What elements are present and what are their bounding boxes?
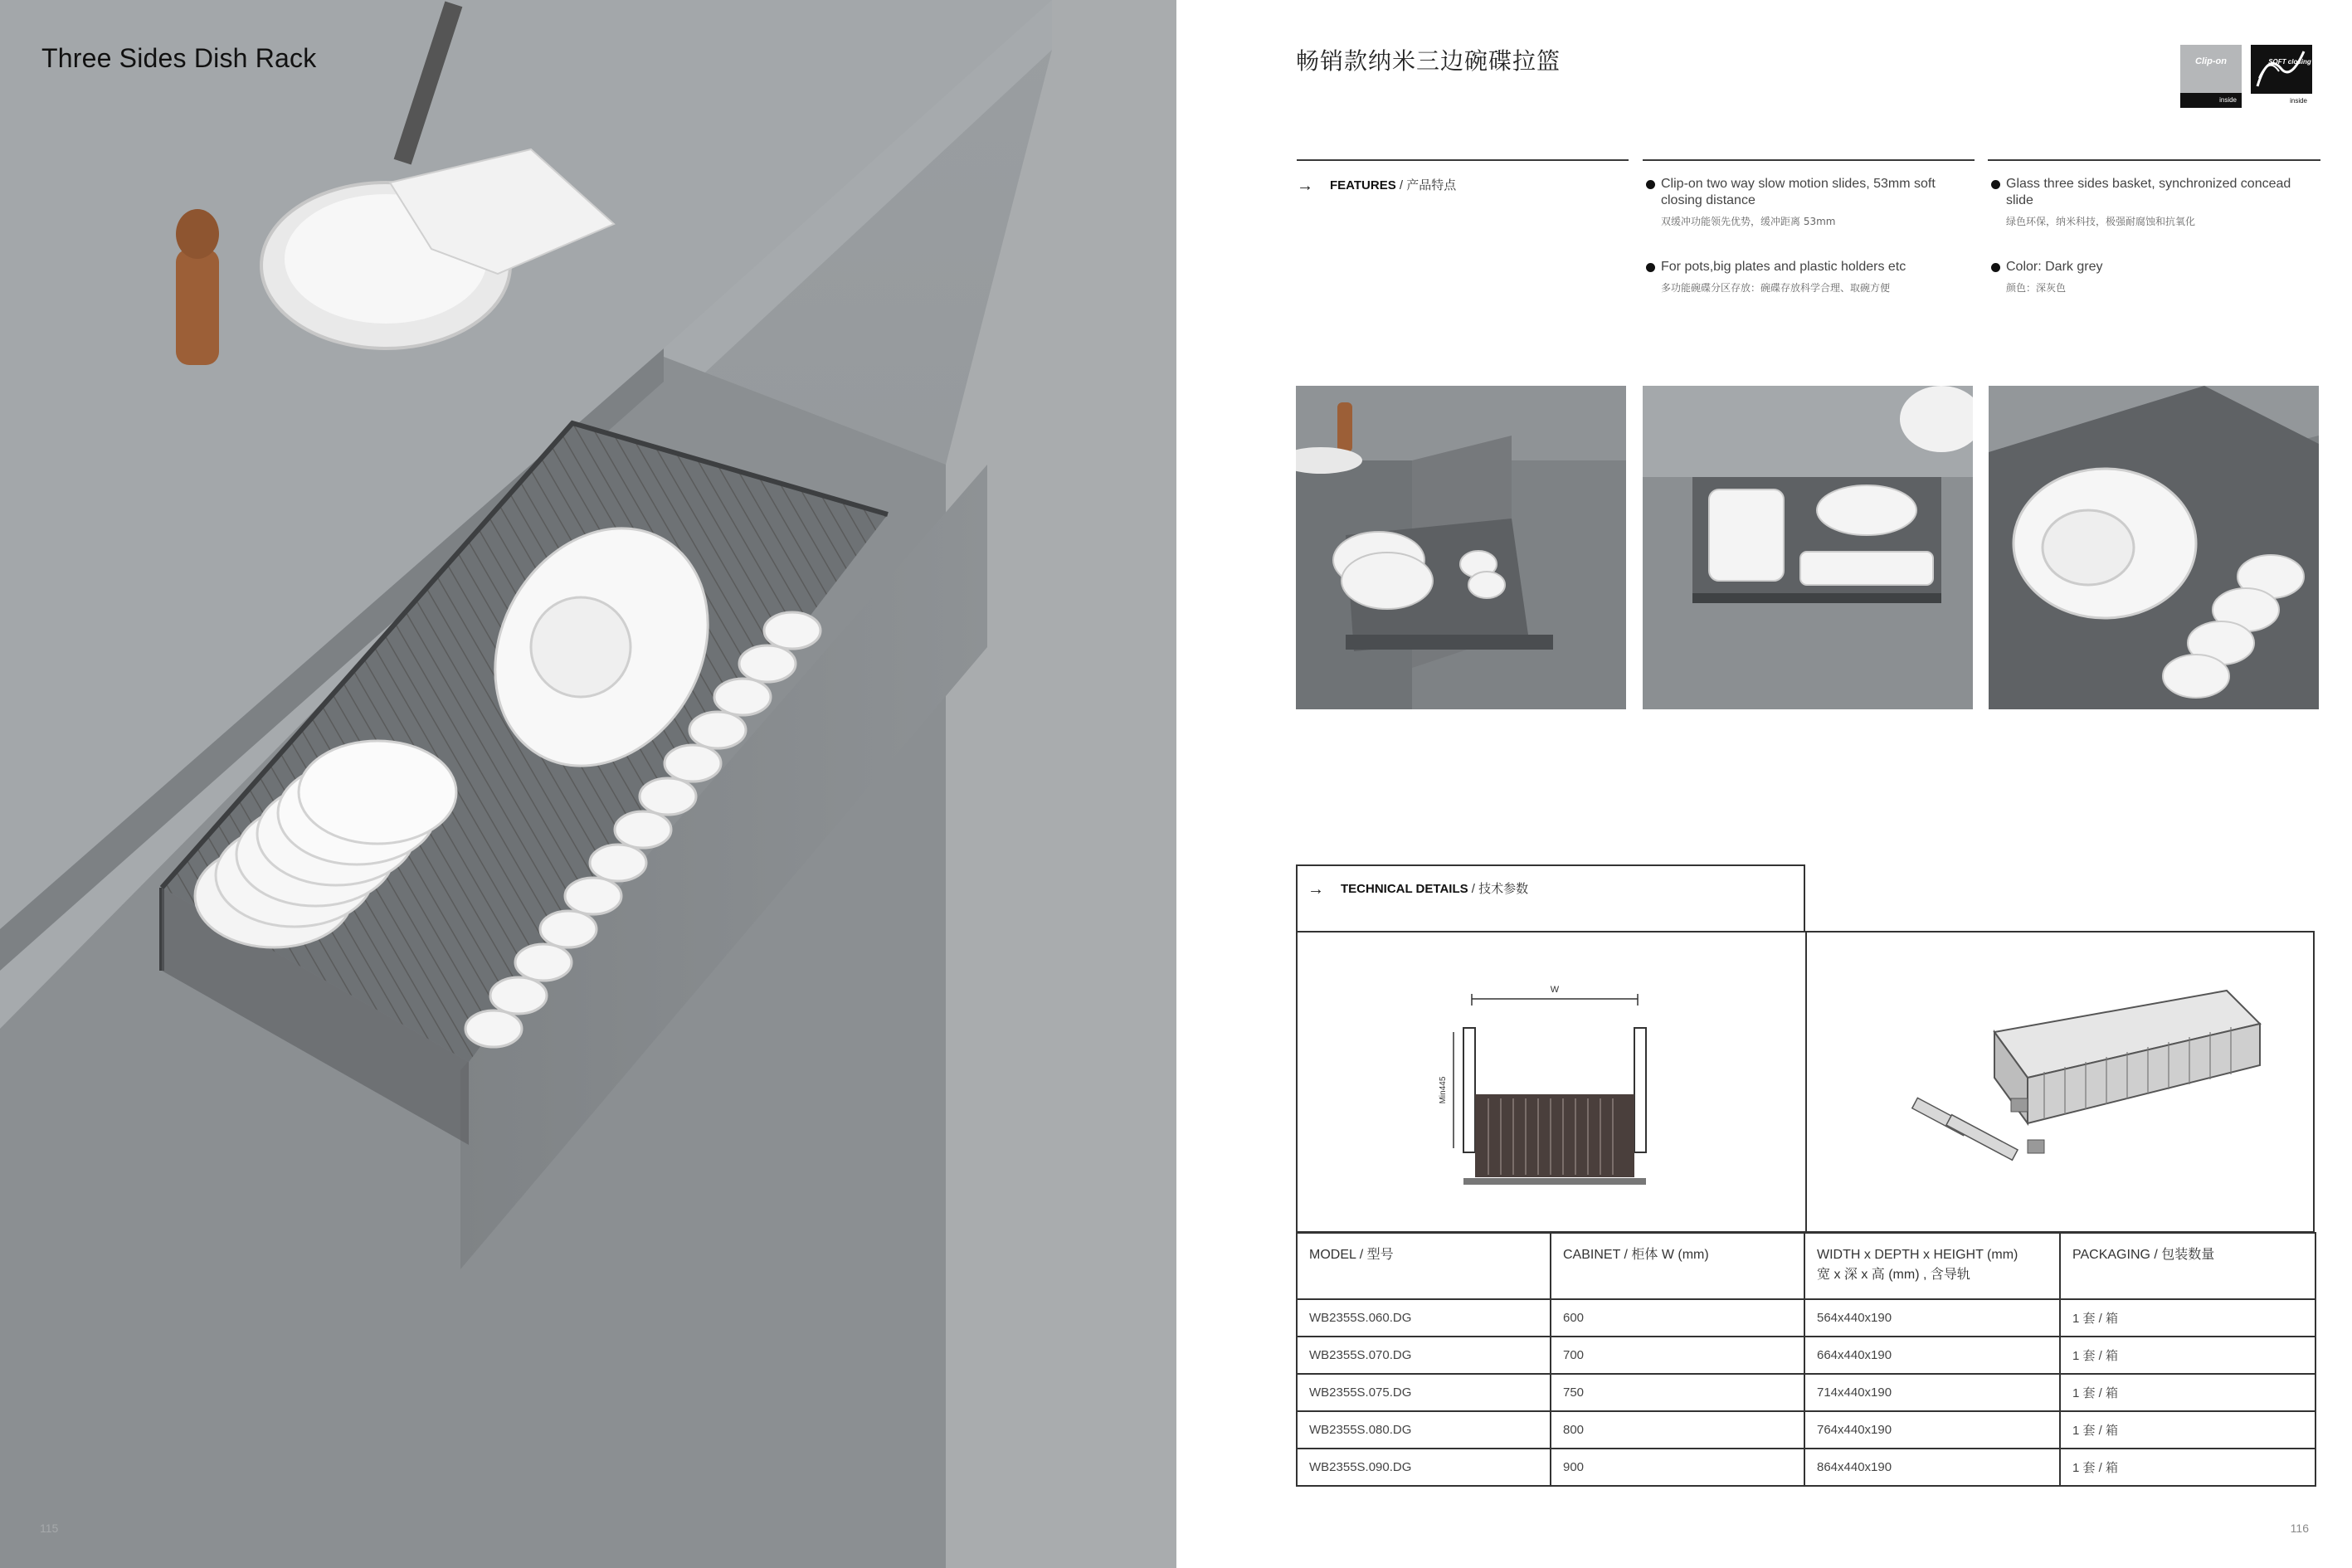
features-label: FEATURES [1330, 178, 1396, 192]
table-row [1297, 1337, 2315, 1374]
arrow-right-icon: → [1307, 880, 1324, 898]
table-header-row [1297, 1233, 2315, 1299]
feature-text-cn: 绿色环保，纳米科技，极强耐腐蚀和抗氧化 [2006, 216, 2196, 227]
cell-cabinet: 900 [1551, 1449, 1804, 1486]
bullet-icon [1646, 180, 1655, 189]
column-header-dimensions-cn: 宽 x 深 x 高 (mm) , 含导轨 [1817, 1268, 1970, 1282]
column-header-cabinet: CABINET / 柜体 W (mm) [1551, 1233, 1804, 1299]
divider [1805, 933, 1807, 1231]
product-photo-thumbnail [1296, 386, 1626, 709]
product-photo-thumbnail [1989, 386, 2319, 709]
dimension-height-label: Min445 [1439, 1076, 1448, 1104]
soft-closing-badge-sub: inside [2251, 93, 2312, 108]
feature-item [1643, 176, 1975, 229]
page-number-left: 115 [40, 1522, 59, 1535]
feature-text: For pots,big plates and plastic holders etc [1661, 260, 1906, 274]
cell-model: WB2355S.070.DG [1297, 1337, 1551, 1374]
feature-text: Color: Dark grey [2006, 260, 2103, 274]
bullet-icon [1646, 263, 1655, 272]
cell-packaging: 1 套 / 箱 [2060, 1337, 2315, 1374]
cell-dimensions: 664x440x190 [1804, 1337, 2060, 1374]
features-column-1 [1643, 159, 1975, 325]
cell-packaging: 1 套 / 箱 [2060, 1374, 2315, 1411]
feature-item [1643, 259, 1975, 295]
cell-cabinet: 700 [1551, 1337, 1804, 1374]
column-header-model: MODEL / 型号 [1297, 1233, 1551, 1299]
feature-text-cn: 双缓冲功能领先优势，缓冲距离 53mm [1661, 216, 1836, 227]
cell-cabinet: 600 [1551, 1299, 1804, 1337]
table-row [1297, 1299, 2315, 1337]
technical-drawings [1296, 931, 2315, 1233]
feature-text: Glass three sides basket, synchronized concead slide [2006, 177, 2291, 207]
cell-cabinet: 750 [1551, 1374, 1804, 1411]
cell-dimensions: 714x440x190 [1804, 1374, 2060, 1411]
specifications-table [1296, 1232, 2316, 1487]
technical-details-heading [1296, 864, 1805, 931]
cell-packaging: 1 套 / 箱 [2060, 1299, 2315, 1337]
feature-text-cn: 多功能碗碟分区存放：碗碟存放科学合理、取碗方便 [1661, 282, 1891, 294]
soft-closing-badge-label: SOFT closing [2268, 58, 2311, 66]
bullet-icon [1991, 263, 2000, 272]
table-row [1297, 1411, 2315, 1449]
feature-item [1988, 259, 2320, 295]
cell-model: WB2355S.090.DG [1297, 1449, 1551, 1486]
features-label-cn: / 产品特点 [1395, 178, 1457, 192]
cell-model: WB2355S.080.DG [1297, 1411, 1551, 1449]
product-photo-thumbnail [1643, 386, 1973, 709]
technical-details-label: TECHNICAL DETAILS [1341, 882, 1468, 896]
table-row [1297, 1374, 2315, 1411]
features-heading [1297, 159, 1629, 196]
clip-on-badge-label: Clip-on [2195, 56, 2227, 66]
page-title: Three Sides Dish Rack [41, 43, 317, 73]
feature-item [1988, 176, 2320, 229]
cell-dimensions: 764x440x190 [1804, 1411, 2060, 1449]
cell-dimensions: 864x440x190 [1804, 1449, 2060, 1486]
feature-text: Clip-on two way slow motion slides, 53mm soft closing distance [1661, 177, 1936, 207]
cell-cabinet: 800 [1551, 1411, 1804, 1449]
clip-on-badge-icon [2180, 45, 2242, 108]
technical-details-label-cn: / 技术参数 [1468, 882, 1529, 896]
table-row [1297, 1449, 2315, 1486]
column-header-packaging: PACKAGING / 包装数量 [2060, 1233, 2315, 1299]
chinese-product-title: 畅销款纳米三边碗碟拉篮 [1296, 47, 1561, 75]
features-column-2 [1988, 159, 2320, 325]
clip-on-badge-sub: inside [2180, 93, 2242, 108]
basket-isometric-drawing [1895, 974, 2293, 1190]
column-header-dimensions [1804, 1233, 2060, 1299]
bullet-icon [1991, 180, 2000, 189]
front-elevation-drawing [1430, 982, 1663, 1198]
cell-packaging: 1 套 / 箱 [2060, 1449, 2315, 1486]
cell-packaging: 1 套 / 箱 [2060, 1411, 2315, 1449]
arrow-right-icon: → [1297, 177, 1313, 195]
feature-text-cn: 颜色：深灰色 [2006, 282, 2067, 294]
right-page [1176, 0, 2352, 1568]
soft-closing-badge-icon [2251, 45, 2312, 108]
cell-model: WB2355S.075.DG [1297, 1374, 1551, 1411]
cell-dimensions: 564x440x190 [1804, 1299, 2060, 1337]
cell-model: WB2355S.060.DG [1297, 1299, 1551, 1337]
column-header-dimensions-en: WIDTH x DEPTH x HEIGHT (mm) [1817, 1248, 2018, 1262]
soft-closing-swirl-icon [2251, 45, 2312, 93]
dimension-w-label: W [1550, 985, 1560, 995]
page-number-right: 116 [2290, 1522, 2309, 1535]
